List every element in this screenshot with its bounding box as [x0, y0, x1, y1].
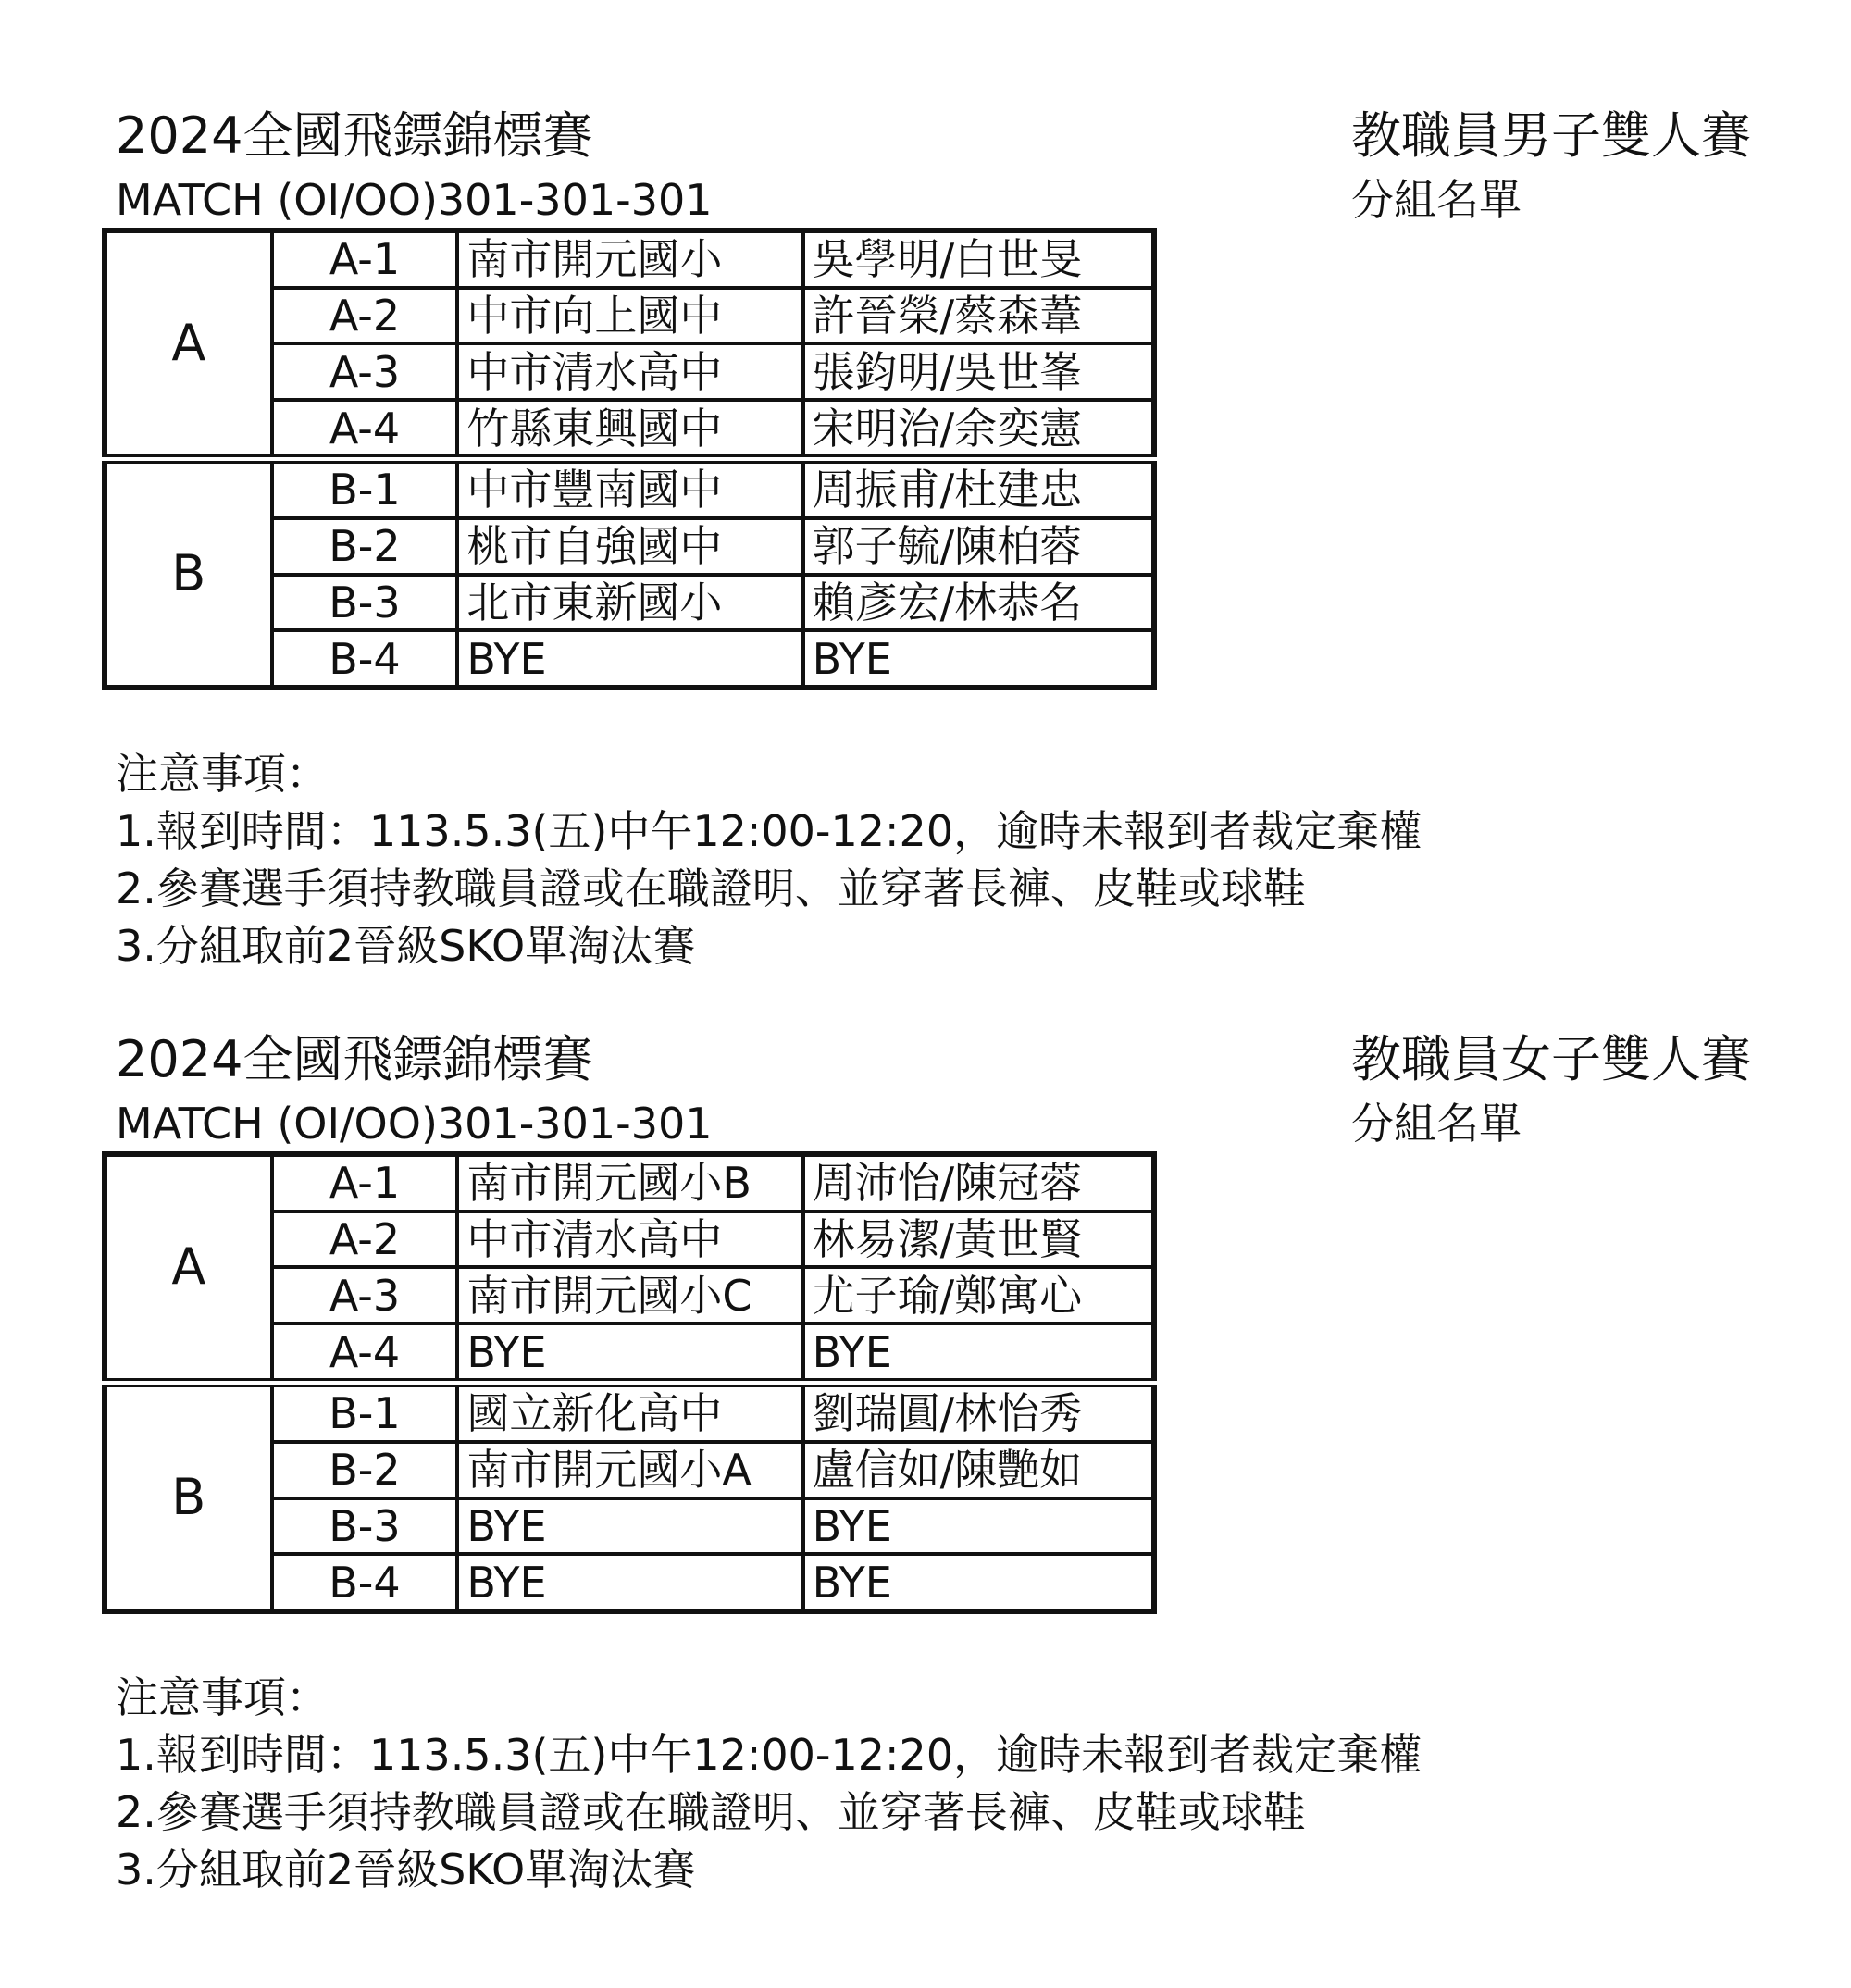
table-row	[105, 1154, 1154, 1211]
school-cell: BYE	[457, 1498, 802, 1555]
men-doubles-section	[0, 102, 1851, 1018]
group-label: A	[105, 230, 272, 459]
notes	[116, 1669, 1422, 1898]
group-list-label: 分組名單	[1351, 175, 1522, 225]
players-cell: 周沛怡/陳冠蓉	[803, 1154, 1154, 1211]
players-cell: 尤子瑜/鄭寓心	[803, 1267, 1154, 1323]
seed-code: B-2	[272, 518, 458, 575]
school-cell: 中市豐南國中	[457, 459, 802, 518]
note-item: 3.分組取前2晉級SKO單淘汰賽	[116, 921, 696, 971]
school-cell: 南市開元國小	[457, 230, 802, 288]
table-row	[105, 1383, 1154, 1442]
school-cell: 中市清水高中	[457, 1211, 802, 1268]
seed-code: A-3	[272, 1267, 458, 1323]
school-cell: 中市清水高中	[457, 343, 802, 400]
school-cell: 桃市自強國中	[457, 518, 802, 575]
group-label: A	[105, 1154, 272, 1383]
table-row	[105, 459, 1154, 518]
event-name: 教職員男子雙人賽	[1351, 106, 1751, 165]
players-cell: 林易潔/黃世賢	[803, 1211, 1154, 1268]
match-format: MATCH (OI/OO)301-301-301	[116, 175, 713, 225]
seed-code: A-4	[272, 1323, 458, 1383]
seed-code: A-4	[272, 400, 458, 459]
school-cell: 南市開元國小C	[457, 1267, 802, 1323]
school-cell: BYE	[457, 630, 802, 688]
women-doubles-section	[0, 1025, 1851, 1942]
players-cell: 宋明治/余奕憲	[803, 400, 1154, 459]
note-item: 1.報到時間：113.5.3(五)中午12:00-12:20，逾時未報到者裁定棄權	[116, 806, 1422, 856]
players-cell: BYE	[803, 1498, 1154, 1555]
players-cell: 張鈞明/吳世峯	[803, 343, 1154, 400]
group-list-label: 分組名單	[1351, 1099, 1522, 1149]
notes	[116, 745, 1422, 975]
seed-code: B-2	[272, 1442, 458, 1498]
note-item: 1.報到時間：113.5.3(五)中午12:00-12:20，逾時未報到者裁定棄權	[116, 1730, 1422, 1780]
seed-code: A-2	[272, 288, 458, 344]
players-cell: BYE	[803, 630, 1154, 688]
group-label: B	[105, 1383, 272, 1611]
seed-code: B-1	[272, 459, 458, 518]
note-item: 2.參賽選手須持教職員證或在職證明、並穿著長褲、皮鞋或球鞋	[116, 1787, 1306, 1837]
seed-code: B-4	[272, 630, 458, 688]
table-row	[105, 230, 1154, 288]
players-cell: 許晉榮/蔡森葦	[803, 288, 1154, 344]
notes-heading: 注意事項：	[116, 1672, 329, 1722]
players-cell: 劉瑞圓/林怡秀	[803, 1383, 1154, 1442]
players-cell: 周振甫/杜建忠	[803, 459, 1154, 518]
seed-code: A-1	[272, 230, 458, 288]
seed-code: A-3	[272, 343, 458, 400]
match-format: MATCH (OI/OO)301-301-301	[116, 1099, 713, 1149]
school-cell: 南市開元國小B	[457, 1154, 802, 1211]
note-item: 3.分組取前2晉級SKO單淘汰賽	[116, 1845, 696, 1895]
school-cell: 中市向上國中	[457, 288, 802, 344]
seed-code: A-1	[272, 1154, 458, 1211]
players-cell: 盧信如/陳艷如	[803, 1442, 1154, 1498]
seed-code: B-4	[272, 1554, 458, 1611]
school-cell: BYE	[457, 1554, 802, 1611]
school-cell: 南市開元國小A	[457, 1442, 802, 1498]
group-table	[102, 228, 1157, 690]
school-cell: 國立新化高中	[457, 1383, 802, 1442]
tournament-title: 2024全國飛鏢錦標賽	[116, 106, 593, 165]
players-cell: 吳學明/白世旻	[803, 230, 1154, 288]
school-cell: 北市東新國小	[457, 575, 802, 631]
school-cell: 竹縣東興國中	[457, 400, 802, 459]
players-cell: BYE	[803, 1323, 1154, 1383]
players-cell: 賴彥宏/林恭名	[803, 575, 1154, 631]
note-item: 2.參賽選手須持教職員證或在職證明、並穿著長褲、皮鞋或球鞋	[116, 864, 1306, 913]
event-name: 教職員女子雙人賽	[1351, 1030, 1751, 1088]
seed-code: B-1	[272, 1383, 458, 1442]
tournament-title: 2024全國飛鏢錦標賽	[116, 1030, 593, 1088]
players-cell: BYE	[803, 1554, 1154, 1611]
school-cell: BYE	[457, 1323, 802, 1383]
notes-heading: 注意事項：	[116, 749, 329, 799]
seed-code: B-3	[272, 575, 458, 631]
group-table	[102, 1151, 1157, 1614]
seed-code: A-2	[272, 1211, 458, 1268]
group-label: B	[105, 459, 272, 688]
seed-code: B-3	[272, 1498, 458, 1555]
players-cell: 郭子毓/陳柏蓉	[803, 518, 1154, 575]
